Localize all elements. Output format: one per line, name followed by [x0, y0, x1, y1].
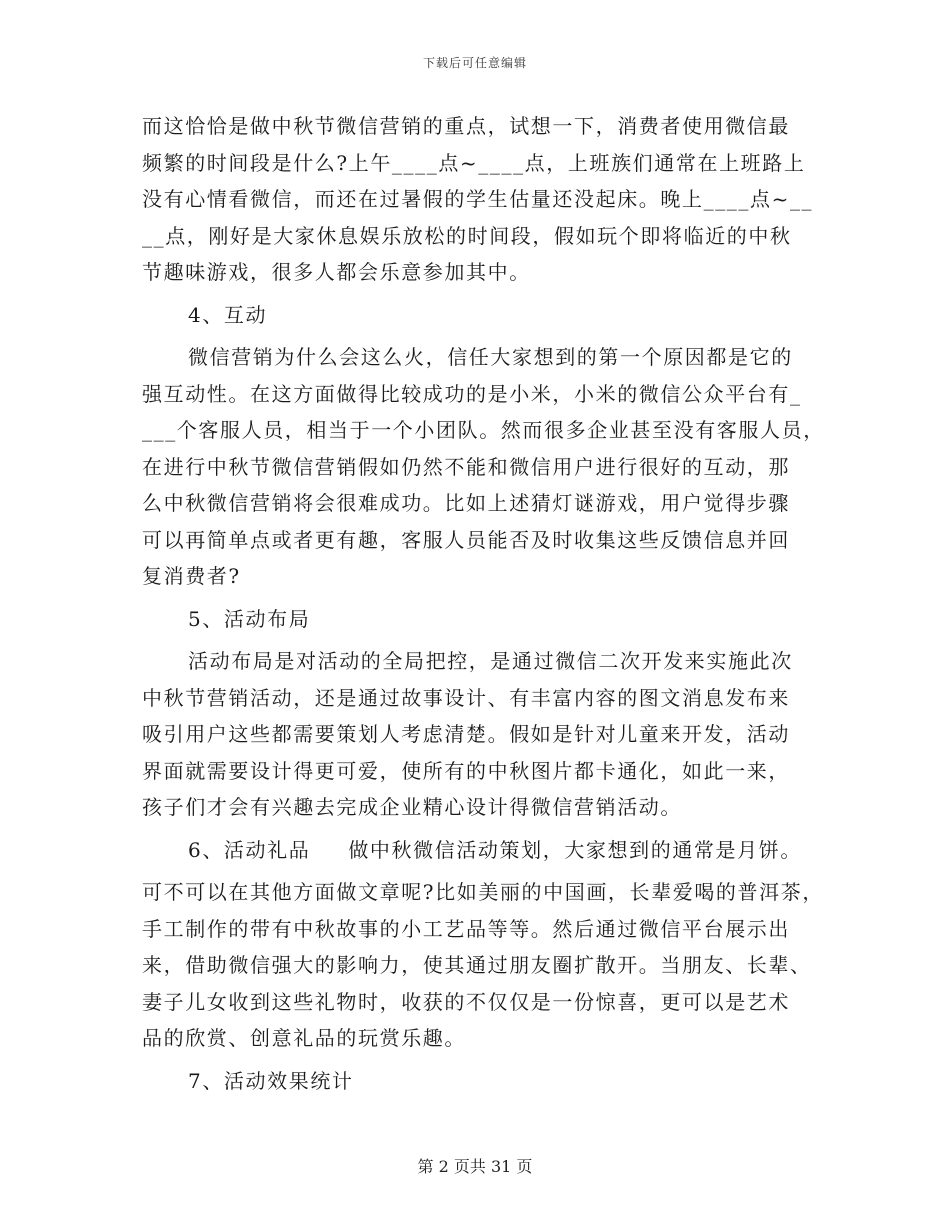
- text-line: 没有心情看微信，而还在过暑假的学生估量还没起床。晚上____点~__: [142, 187, 814, 211]
- text-line: 么中秋微信营销将会很难成功。比如上述猜灯谜游戏，用户觉得步骤: [142, 491, 790, 515]
- text-line: 在进行中秋节微信营销假如仍然不能和微信用户进行很好的互动，那: [142, 454, 790, 479]
- text-line: 节趣味游戏，很多人都会乐意参加其中。: [142, 260, 531, 284]
- text-line: 中秋节营销活动，还是通过故事设计、有丰富内容的图文消息发布来: [142, 685, 790, 710]
- page-number: 第 2 页共 31 页: [417, 1157, 533, 1176]
- gifts-intro-text: 做中秋微信活动策划，大家想到的通常是月饼。: [348, 837, 802, 862]
- section-heading-gifts: [142, 832, 822, 869]
- paragraph-peak-time: [142, 108, 822, 291]
- section-heading-layout: 5、活动布局: [188, 606, 311, 631]
- document-body: [142, 108, 825, 1105]
- text-line: 频繁的时间段是什么?上午____点~____点，上班族们通常在上班路上: [142, 150, 806, 175]
- paragraph-interaction: [142, 339, 825, 595]
- paragraph-layout: [142, 643, 822, 826]
- text-line: 可以再简单点或者更有趣，客服人员能否及时收集这些反馈信息并回: [142, 527, 790, 552]
- section-heading-interaction: 4、互动: [188, 302, 268, 327]
- text-line: 强互动性。在这方面做得比较成功的是小米，小米的微信公众平台有_: [142, 381, 802, 406]
- text-line: ___个客服人员，相当于一个小团队。然而很多企业甚至没有客服人员，: [142, 418, 825, 442]
- text-line: 可不可以在其他方面做文章呢?比如美丽的中国画，长辈爱喝的普洱茶，: [142, 880, 824, 904]
- text-line: 复消费者?: [142, 564, 241, 588]
- text-line: 来，借助微信强大的影响力，使其通过朋友圈扩散开。当朋友、长辈、: [142, 953, 812, 977]
- paragraph-gifts: [142, 874, 822, 1057]
- text-line: 手工制作的带有中秋故事的小工艺品等等。然后通过微信平台展示出: [142, 916, 790, 941]
- section-heading-statistics: 7、活动效果统计: [188, 1068, 354, 1093]
- text-line: 活动布局是对活动的全局把控，是通过微信二次开发来实施此次: [188, 649, 793, 673]
- text-line: 而这恰恰是做中秋节微信营销的重点，试想一下，消费者使用微信最: [142, 114, 790, 138]
- text-line: 品的欣赏、创意礼品的玩赏乐趣。: [142, 1026, 466, 1050]
- text-line: __点，刚好是大家休息娱乐放松的时间段，假如玩个即将临近的中秋: [142, 223, 792, 248]
- text-line: 吸引用户这些都需要策划人考虑清楚。假如是针对儿童来开发，活动: [142, 722, 790, 746]
- text-line: 妻子儿女收到这些礼物时，收获的不仅仅是一份惊喜，更可以是艺术: [142, 989, 790, 1014]
- text-line: 界面就需要设计得更可爱，使所有的中秋图片都卡通化，如此一来，: [142, 758, 790, 783]
- text-line: 孩子们才会有兴趣去完成企业精心设计得微信营销活动。: [142, 795, 682, 819]
- section-heading-gifts-label: 6、活动礼品: [188, 837, 311, 862]
- text-line: 微信营销为什么会这么火，信任大家想到的第一个原因都是它的: [188, 345, 793, 369]
- page-header: 下载后可任意编辑: [422, 56, 527, 70]
